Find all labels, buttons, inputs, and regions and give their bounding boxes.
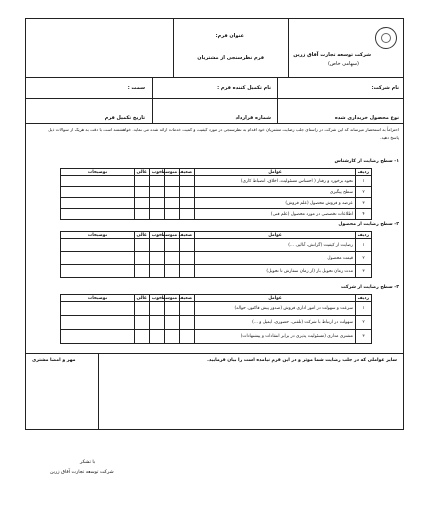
col-weak: ضعیف <box>180 169 195 176</box>
good-cell[interactable] <box>150 265 165 278</box>
good-cell[interactable] <box>150 176 165 187</box>
table-row <box>61 239 372 252</box>
date-label: تاریخ تکمیل فرم <box>104 115 145 121</box>
form-title: فرم نظرسنجی از مشتریان <box>197 55 264 61</box>
position-label: سمت : <box>127 85 145 91</box>
notes-cell[interactable] <box>61 187 135 198</box>
col-good: خوب <box>150 169 165 176</box>
average-cell[interactable] <box>165 239 180 252</box>
info-row-1 <box>26 77 403 99</box>
col-average: متوسط <box>165 295 180 302</box>
col-row-no: ردیف <box>356 295 372 302</box>
table-header-row <box>61 169 372 176</box>
factor-text: سهولت در ارتباط با شرکت (تلفنی، حضوری، ایمیل و ...) <box>195 316 356 330</box>
contract-label: شماره قرارداد <box>235 115 271 121</box>
bottom-divider <box>26 353 403 354</box>
table-header-row <box>61 232 372 239</box>
table-row <box>61 187 372 198</box>
row-number: ۲ <box>356 316 372 330</box>
weak-cell[interactable] <box>180 198 195 209</box>
row-number: ۳ <box>356 330 372 344</box>
col-average: متوسط <box>165 232 180 239</box>
form-title-cell <box>173 19 288 77</box>
col-notes: توضیحات <box>61 169 135 176</box>
row-number: ۲ <box>356 252 372 265</box>
average-cell[interactable] <box>165 302 180 316</box>
average-cell[interactable] <box>165 252 180 265</box>
table-row <box>61 198 372 209</box>
intro-line-2: پاسخ دهید. <box>380 135 399 140</box>
company-label: نام شرکت: <box>371 85 399 91</box>
table-row <box>61 252 372 265</box>
weak-cell[interactable] <box>180 265 195 278</box>
average-cell[interactable] <box>165 209 180 220</box>
notes-cell[interactable] <box>61 176 135 187</box>
excellent-cell[interactable] <box>135 265 150 278</box>
weak-cell[interactable] <box>180 239 195 252</box>
good-cell[interactable] <box>150 209 165 220</box>
thanks-line-1: با تشکر <box>80 460 96 465</box>
section-2-title: ۲- سطح رضایت از محصول <box>338 222 399 227</box>
col-excellent: عالی <box>135 232 150 239</box>
weak-cell[interactable] <box>180 209 195 220</box>
factor-text: نحوه برخورد و رفتار ( احساس مسئولیت، اخلاق، انضباط کاری) <box>195 176 356 187</box>
excellent-cell[interactable] <box>135 302 150 316</box>
other-factors-label: سایر عواملی که در جلب رضایت شما موثر و در این فرم نیامده است را بیان فرمایید. <box>207 358 397 363</box>
table-row <box>61 302 372 316</box>
excellent-cell[interactable] <box>135 198 150 209</box>
survey-form <box>25 18 404 430</box>
company-name: شرکت توسعه تجارت آفاق زرین <box>293 52 371 58</box>
col-row-no: ردیف <box>356 232 372 239</box>
col-good: خوب <box>150 232 165 239</box>
row-number: ۱ <box>356 302 372 316</box>
notes-cell[interactable] <box>61 302 135 316</box>
section-3-table <box>60 294 372 344</box>
excellent-cell[interactable] <box>135 187 150 198</box>
excellent-cell[interactable] <box>135 252 150 265</box>
good-cell[interactable] <box>150 187 165 198</box>
row-number: ۳ <box>356 265 372 278</box>
intro-block <box>26 124 403 159</box>
weak-cell[interactable] <box>180 316 195 330</box>
table-row <box>61 330 372 344</box>
factor-text: سطح پیگیری <box>195 187 356 198</box>
row-number: ۳ <box>356 198 372 209</box>
notes-cell[interactable] <box>61 330 135 344</box>
good-cell[interactable] <box>150 330 165 344</box>
notes-cell[interactable] <box>61 198 135 209</box>
average-cell[interactable] <box>165 316 180 330</box>
section-2-table <box>60 231 372 278</box>
weak-cell[interactable] <box>180 176 195 187</box>
col-good: خوب <box>150 295 165 302</box>
table-row <box>61 176 372 187</box>
product-label: نوع محصول خریداری شده <box>334 115 399 121</box>
good-cell[interactable] <box>150 198 165 209</box>
table-row <box>61 265 372 278</box>
row-number: ۱ <box>356 176 372 187</box>
table-header-row <box>61 295 372 302</box>
good-cell[interactable] <box>150 252 165 265</box>
excellent-cell[interactable] <box>135 239 150 252</box>
section-3-title: ۳- سطح رضایت از شرکت <box>341 285 399 290</box>
col-excellent: عالی <box>135 169 150 176</box>
average-cell[interactable] <box>165 265 180 278</box>
average-cell[interactable] <box>165 330 180 344</box>
filler-label: نام تکمیل کننده فرم : <box>217 85 271 91</box>
factor-text: مشتری مداری (مسئولیت پذیری در برابر انتقادات و پیشنهادات) <box>195 330 356 344</box>
notes-cell[interactable] <box>61 265 135 278</box>
good-cell[interactable] <box>150 316 165 330</box>
col-notes: توضیحات <box>61 232 135 239</box>
company-header-cell <box>288 19 403 77</box>
factor-text: عرضه و فروش محصول (علم فروش) <box>195 198 356 209</box>
good-cell[interactable] <box>150 302 165 316</box>
factor-text: سرعت و سهولت در امور اداری فروش (صدور پیش فاکتور، حواله) <box>195 302 356 316</box>
good-cell[interactable] <box>150 239 165 252</box>
row-number: ۱ <box>356 239 372 252</box>
factor-text: رضایت از کیفیت (گرانش، آنالیز، ...) <box>195 239 356 252</box>
notes-cell[interactable] <box>61 209 135 220</box>
company-type: (سهامی خاص) <box>327 61 359 67</box>
average-cell[interactable] <box>165 198 180 209</box>
col-factors: عوامل <box>195 169 356 176</box>
weak-cell[interactable] <box>180 330 195 344</box>
section-1-title: ۱- سطح رضایت از کارشناس <box>334 159 399 164</box>
notes-cell[interactable] <box>61 252 135 265</box>
table-row <box>61 209 372 220</box>
factor-text: قیمت محصول <box>195 252 356 265</box>
weak-cell[interactable] <box>180 302 195 316</box>
excellent-cell[interactable] <box>135 316 150 330</box>
col-factors: عوامل <box>195 295 356 302</box>
weak-cell[interactable] <box>180 252 195 265</box>
form-title-label: عنوان فرم: <box>215 33 244 39</box>
intro-line-1: احتراماً به استحضار میرساند که این شرکت در راستای جلب رضایت مشتریان خود اقدام به نظرسنجی در مورد کیفیت و کمیت خدمات ارائه شده می نماید. خواهشمند است با دقت به هریک از سوالات ذیل <box>48 127 399 132</box>
row-number: ۲ <box>356 187 372 198</box>
col-weak: ضعیف <box>180 295 195 302</box>
row-number: ۴ <box>356 209 372 220</box>
header-empty-cell <box>26 19 173 77</box>
notes-cell[interactable] <box>61 316 135 330</box>
factor-text: مدت زمان تحویل بار (از زمان سفارش تا تحویل) <box>195 265 356 278</box>
thanks-line-2: شرکت توسعه تجارت آفاق زرین <box>50 470 114 475</box>
weak-cell[interactable] <box>180 187 195 198</box>
col-average: متوسط <box>165 169 180 176</box>
factor-text: اطلاعات تخصصی در مورد محصول (علم فنی) <box>195 209 356 220</box>
excellent-cell[interactable] <box>135 209 150 220</box>
col-notes: توضیحات <box>61 295 135 302</box>
section-1-table <box>60 168 372 220</box>
col-row-no: ردیف <box>356 169 372 176</box>
stamp-label: مهر و امضا مشتری <box>32 358 76 363</box>
form-header <box>26 19 403 78</box>
notes-cell[interactable] <box>61 239 135 252</box>
average-cell[interactable] <box>165 187 180 198</box>
excellent-cell[interactable] <box>135 176 150 187</box>
stamp-divider <box>98 354 99 429</box>
col-excellent: عالی <box>135 295 150 302</box>
col-factors: عوامل <box>195 232 356 239</box>
excellent-cell[interactable] <box>135 330 150 344</box>
info-row-2 <box>26 99 403 124</box>
table-row <box>61 316 372 330</box>
average-cell[interactable] <box>165 176 180 187</box>
col-weak: ضعیف <box>180 232 195 239</box>
company-logo-icon <box>375 27 397 49</box>
